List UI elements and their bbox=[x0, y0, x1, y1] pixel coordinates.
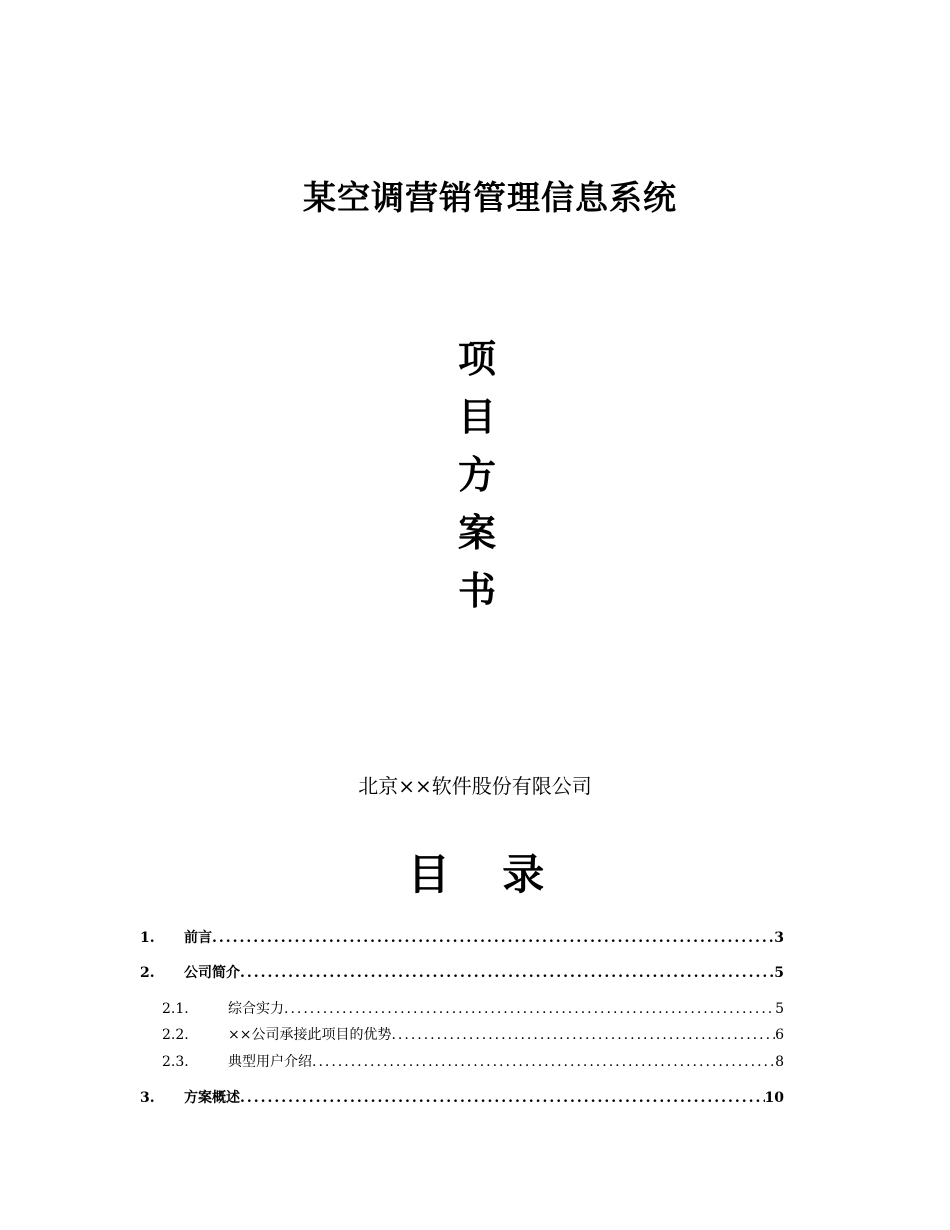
company-name: 北京××软件股份有限公司 bbox=[358, 774, 592, 798]
toc-entry-page: 3 bbox=[774, 930, 784, 946]
toc-entry[interactable] bbox=[162, 1051, 784, 1071]
toc-dot-leader bbox=[212, 930, 774, 946]
toc-dot-leader bbox=[240, 965, 774, 981]
toc-entry-number: 2.1. bbox=[162, 1001, 189, 1017]
toc-entry[interactable] bbox=[140, 927, 784, 947]
toc-entry-title: 方案概述 bbox=[184, 1090, 240, 1106]
toc-entry-page: 6 bbox=[775, 1027, 784, 1043]
toc-entry-page: 5 bbox=[774, 965, 784, 981]
toc-entry-page: 10 bbox=[764, 1090, 784, 1106]
toc-entry[interactable] bbox=[162, 998, 784, 1018]
toc-dot-leader bbox=[240, 1090, 765, 1106]
toc-entry-page: 5 bbox=[775, 1001, 784, 1017]
toc-dot-leader bbox=[391, 1027, 775, 1043]
toc-entry-title: 公司简介 bbox=[184, 965, 240, 981]
toc-heading: 目 录 bbox=[407, 850, 549, 899]
toc-entry-page: 8 bbox=[775, 1054, 784, 1070]
toc-entry-number: 3. bbox=[140, 1090, 155, 1106]
title-char: 目 bbox=[457, 394, 496, 439]
title-char: 项 bbox=[457, 336, 496, 381]
toc-dot-leader bbox=[312, 1054, 775, 1070]
toc-entry[interactable] bbox=[140, 1087, 784, 1107]
title-char: 书 bbox=[457, 568, 496, 613]
toc-entry-title: 综合实力 bbox=[228, 1001, 284, 1017]
toc-entry-title: 前言 bbox=[184, 930, 212, 946]
title-char: 方 bbox=[457, 452, 496, 497]
toc-entry-title: 典型用户介绍 bbox=[228, 1054, 312, 1070]
toc-entry-number: 2.2. bbox=[162, 1027, 189, 1043]
toc-entry[interactable] bbox=[162, 1024, 784, 1044]
document-title: 某空调营销管理信息系统 bbox=[303, 178, 677, 217]
toc-entry-number: 2.3. bbox=[162, 1054, 189, 1070]
title-char: 案 bbox=[457, 510, 496, 555]
toc-entry[interactable] bbox=[140, 962, 784, 982]
toc-entry-title: ××公司承接此项目的优势 bbox=[228, 1027, 392, 1043]
toc-entry-number: 2. bbox=[140, 965, 155, 981]
toc-entry-number: 1. bbox=[140, 930, 155, 946]
toc-dot-leader bbox=[284, 1001, 775, 1017]
